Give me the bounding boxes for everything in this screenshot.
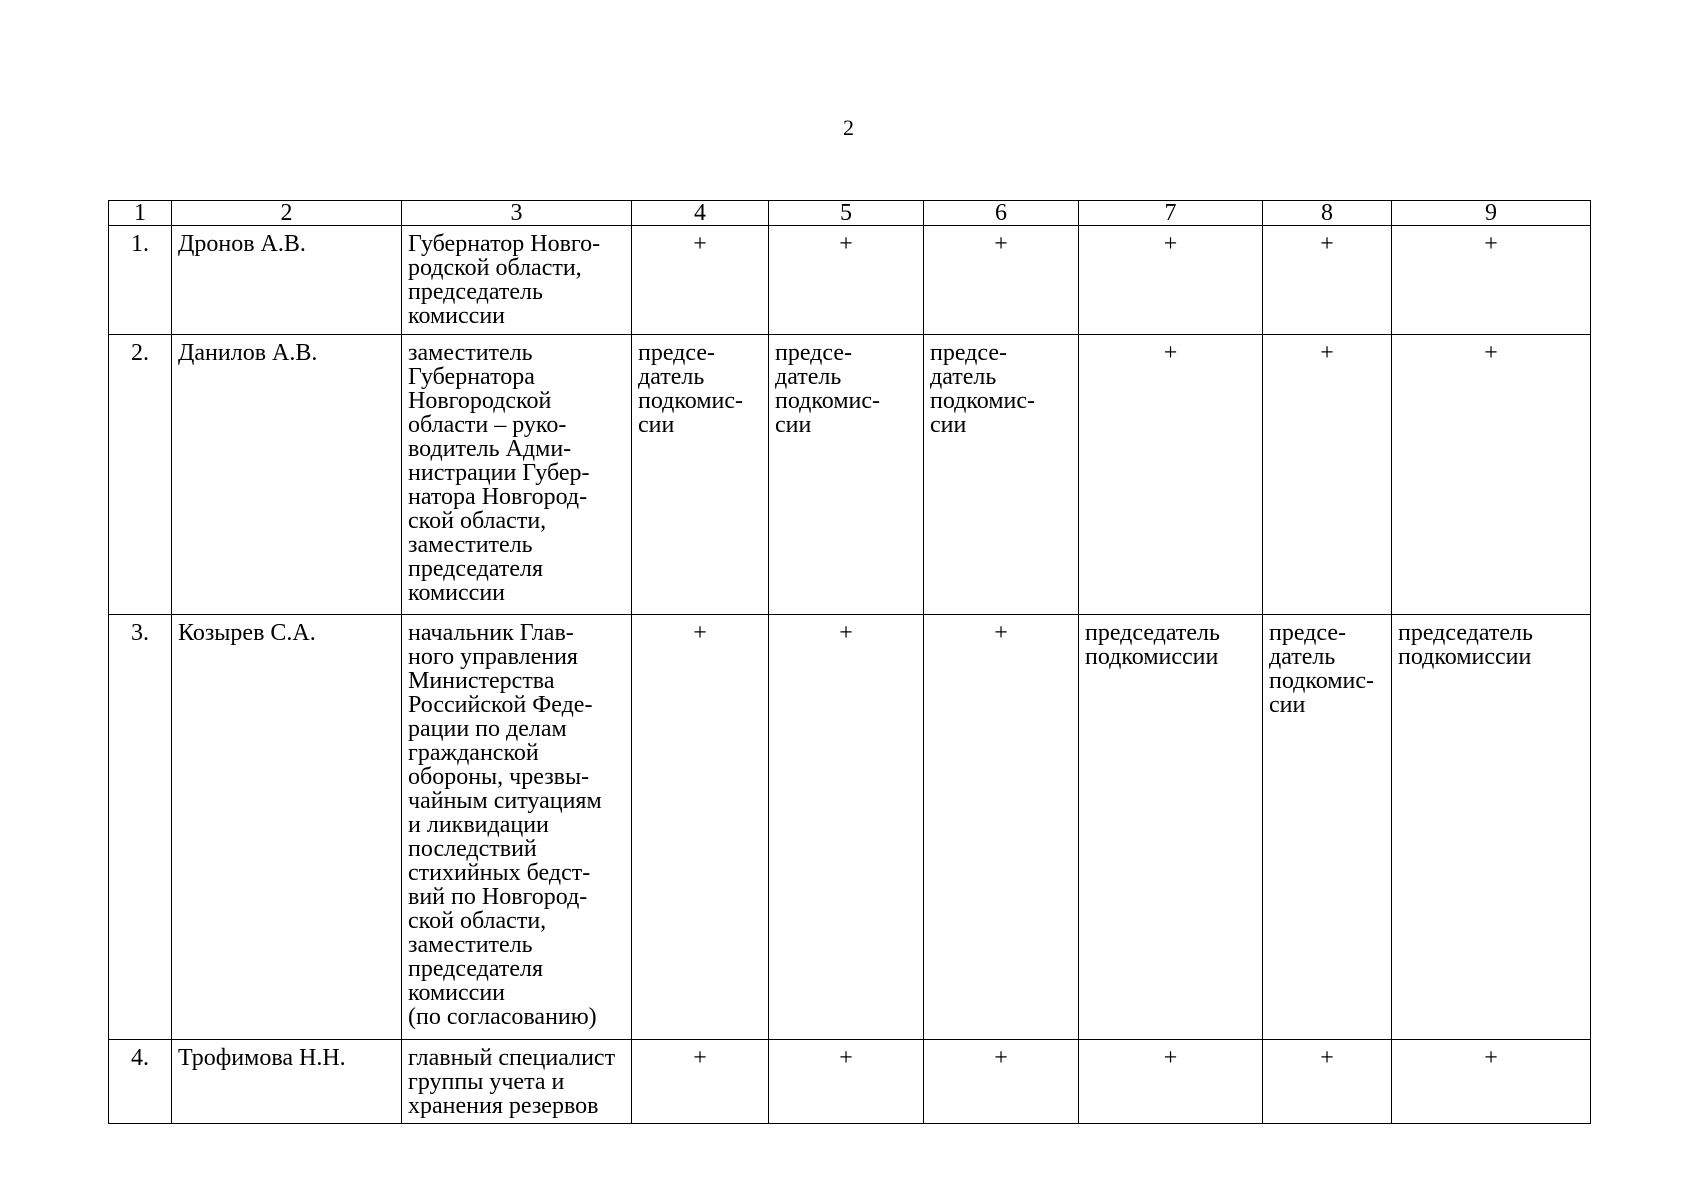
cell-text: председатель подкомиссии: [1085, 620, 1220, 670]
commission-table: [108, 200, 1591, 1124]
cell-col-6: [924, 1040, 1079, 1124]
cell-col-5: [769, 1040, 924, 1124]
row-number: 4.: [109, 1040, 172, 1124]
cell-col-6: [924, 226, 1079, 335]
cell-mark: +: [839, 1045, 853, 1071]
member-position: [402, 335, 632, 615]
member-position: [402, 226, 632, 335]
position-text: Губернатор Новго- родской области, председатель комиссии: [408, 231, 601, 329]
cell-col-7: [1079, 226, 1263, 335]
cell-text: предсе- датель подкомис- сии: [1269, 620, 1375, 718]
cell-col-8: [1263, 226, 1392, 335]
header-cell: 7: [1079, 201, 1263, 226]
header-cell: 2: [172, 201, 402, 226]
member-name: Данилов А.В.: [172, 335, 402, 615]
cell-mark: +: [1484, 340, 1498, 366]
cell-mark: +: [994, 231, 1008, 257]
page-number: 2: [843, 115, 854, 140]
cell-mark: +: [1320, 1045, 1334, 1071]
position-text: начальник Глав- ного управления Министерства Российской Феде- рации по делам гражданской обороны, чрезвы- чайным ситуациям и ликвидации последствий стихийных бедст- вий по Новгород- ской области, заместитель председателя комиссии (по согласованию): [408, 620, 602, 1030]
position-text: главный специалист группы учета и хранения резервов: [408, 1045, 616, 1119]
cell-mark: +: [994, 620, 1008, 646]
cell-col-7: [1079, 615, 1263, 1040]
header-cell: 6: [924, 201, 1079, 226]
cell-mark: +: [1163, 340, 1178, 366]
cell-mark: +: [1163, 231, 1178, 257]
cell-mark: +: [1484, 1045, 1498, 1071]
cell-col-5: [769, 226, 924, 335]
cell-col-4: [632, 335, 769, 615]
cell-col-9: [1392, 615, 1591, 1040]
table-header-row: [109, 201, 1591, 226]
member-name: Козырев С.А.: [172, 615, 402, 1040]
cell-text: предсе- датель подкомис- сии: [930, 340, 1036, 438]
header-cell: 3: [402, 201, 632, 226]
header-cell: 8: [1263, 201, 1392, 226]
cell-col-5: [769, 615, 924, 1040]
cell-col-7: [1079, 335, 1263, 615]
cell-mark: +: [839, 231, 853, 257]
cell-mark: +: [1484, 231, 1498, 257]
cell-text: председатель подкомиссии: [1398, 620, 1533, 670]
cell-mark: +: [839, 620, 853, 646]
cell-col-4: [632, 615, 769, 1040]
cell-mark: +: [693, 620, 707, 646]
cell-col-6: [924, 615, 1079, 1040]
cell-text: предсе- датель подкомис- сии: [775, 340, 881, 438]
row-number: 2.: [109, 335, 172, 615]
cell-col-9: [1392, 226, 1591, 335]
header-cell: 9: [1392, 201, 1591, 226]
position-text: заместитель Губернатора Новгородской области – руко- водитель Адми- нистрации Губер- натора Новгород- ской области, заместитель председателя комиссии: [408, 340, 590, 606]
header-cell: 5: [769, 201, 924, 226]
member-name: Трофимова Н.Н.: [172, 1040, 402, 1124]
cell-col-4: [632, 226, 769, 335]
cell-text: предсе- датель подкомис- сии: [638, 340, 744, 438]
cell-mark: +: [1320, 340, 1334, 366]
cell-mark: +: [1320, 231, 1334, 257]
cell-col-8: [1263, 1040, 1392, 1124]
cell-col-4: [632, 1040, 769, 1124]
cell-col-8: [1263, 615, 1392, 1040]
cell-mark: +: [994, 1045, 1008, 1071]
cell-col-8: [1263, 335, 1392, 615]
member-name: Дронов А.В.: [172, 226, 402, 335]
member-position: [402, 1040, 632, 1124]
header-cell: 4: [632, 201, 769, 226]
table-row: [109, 226, 1591, 335]
cell-col-5: [769, 335, 924, 615]
cell-col-7: [1079, 1040, 1263, 1124]
header-cell: 1: [109, 201, 172, 226]
cell-mark: +: [693, 231, 707, 257]
cell-mark: +: [1163, 1045, 1178, 1071]
cell-mark: +: [693, 1045, 707, 1071]
row-number: 3.: [109, 615, 172, 1040]
cell-col-9: [1392, 335, 1591, 615]
table-row: [109, 615, 1591, 1040]
row-number: 1.: [109, 226, 172, 335]
cell-col-9: [1392, 1040, 1591, 1124]
member-position: [402, 615, 632, 1040]
table-row: [109, 1040, 1591, 1124]
cell-col-6: [924, 335, 1079, 615]
table-row: [109, 335, 1591, 615]
